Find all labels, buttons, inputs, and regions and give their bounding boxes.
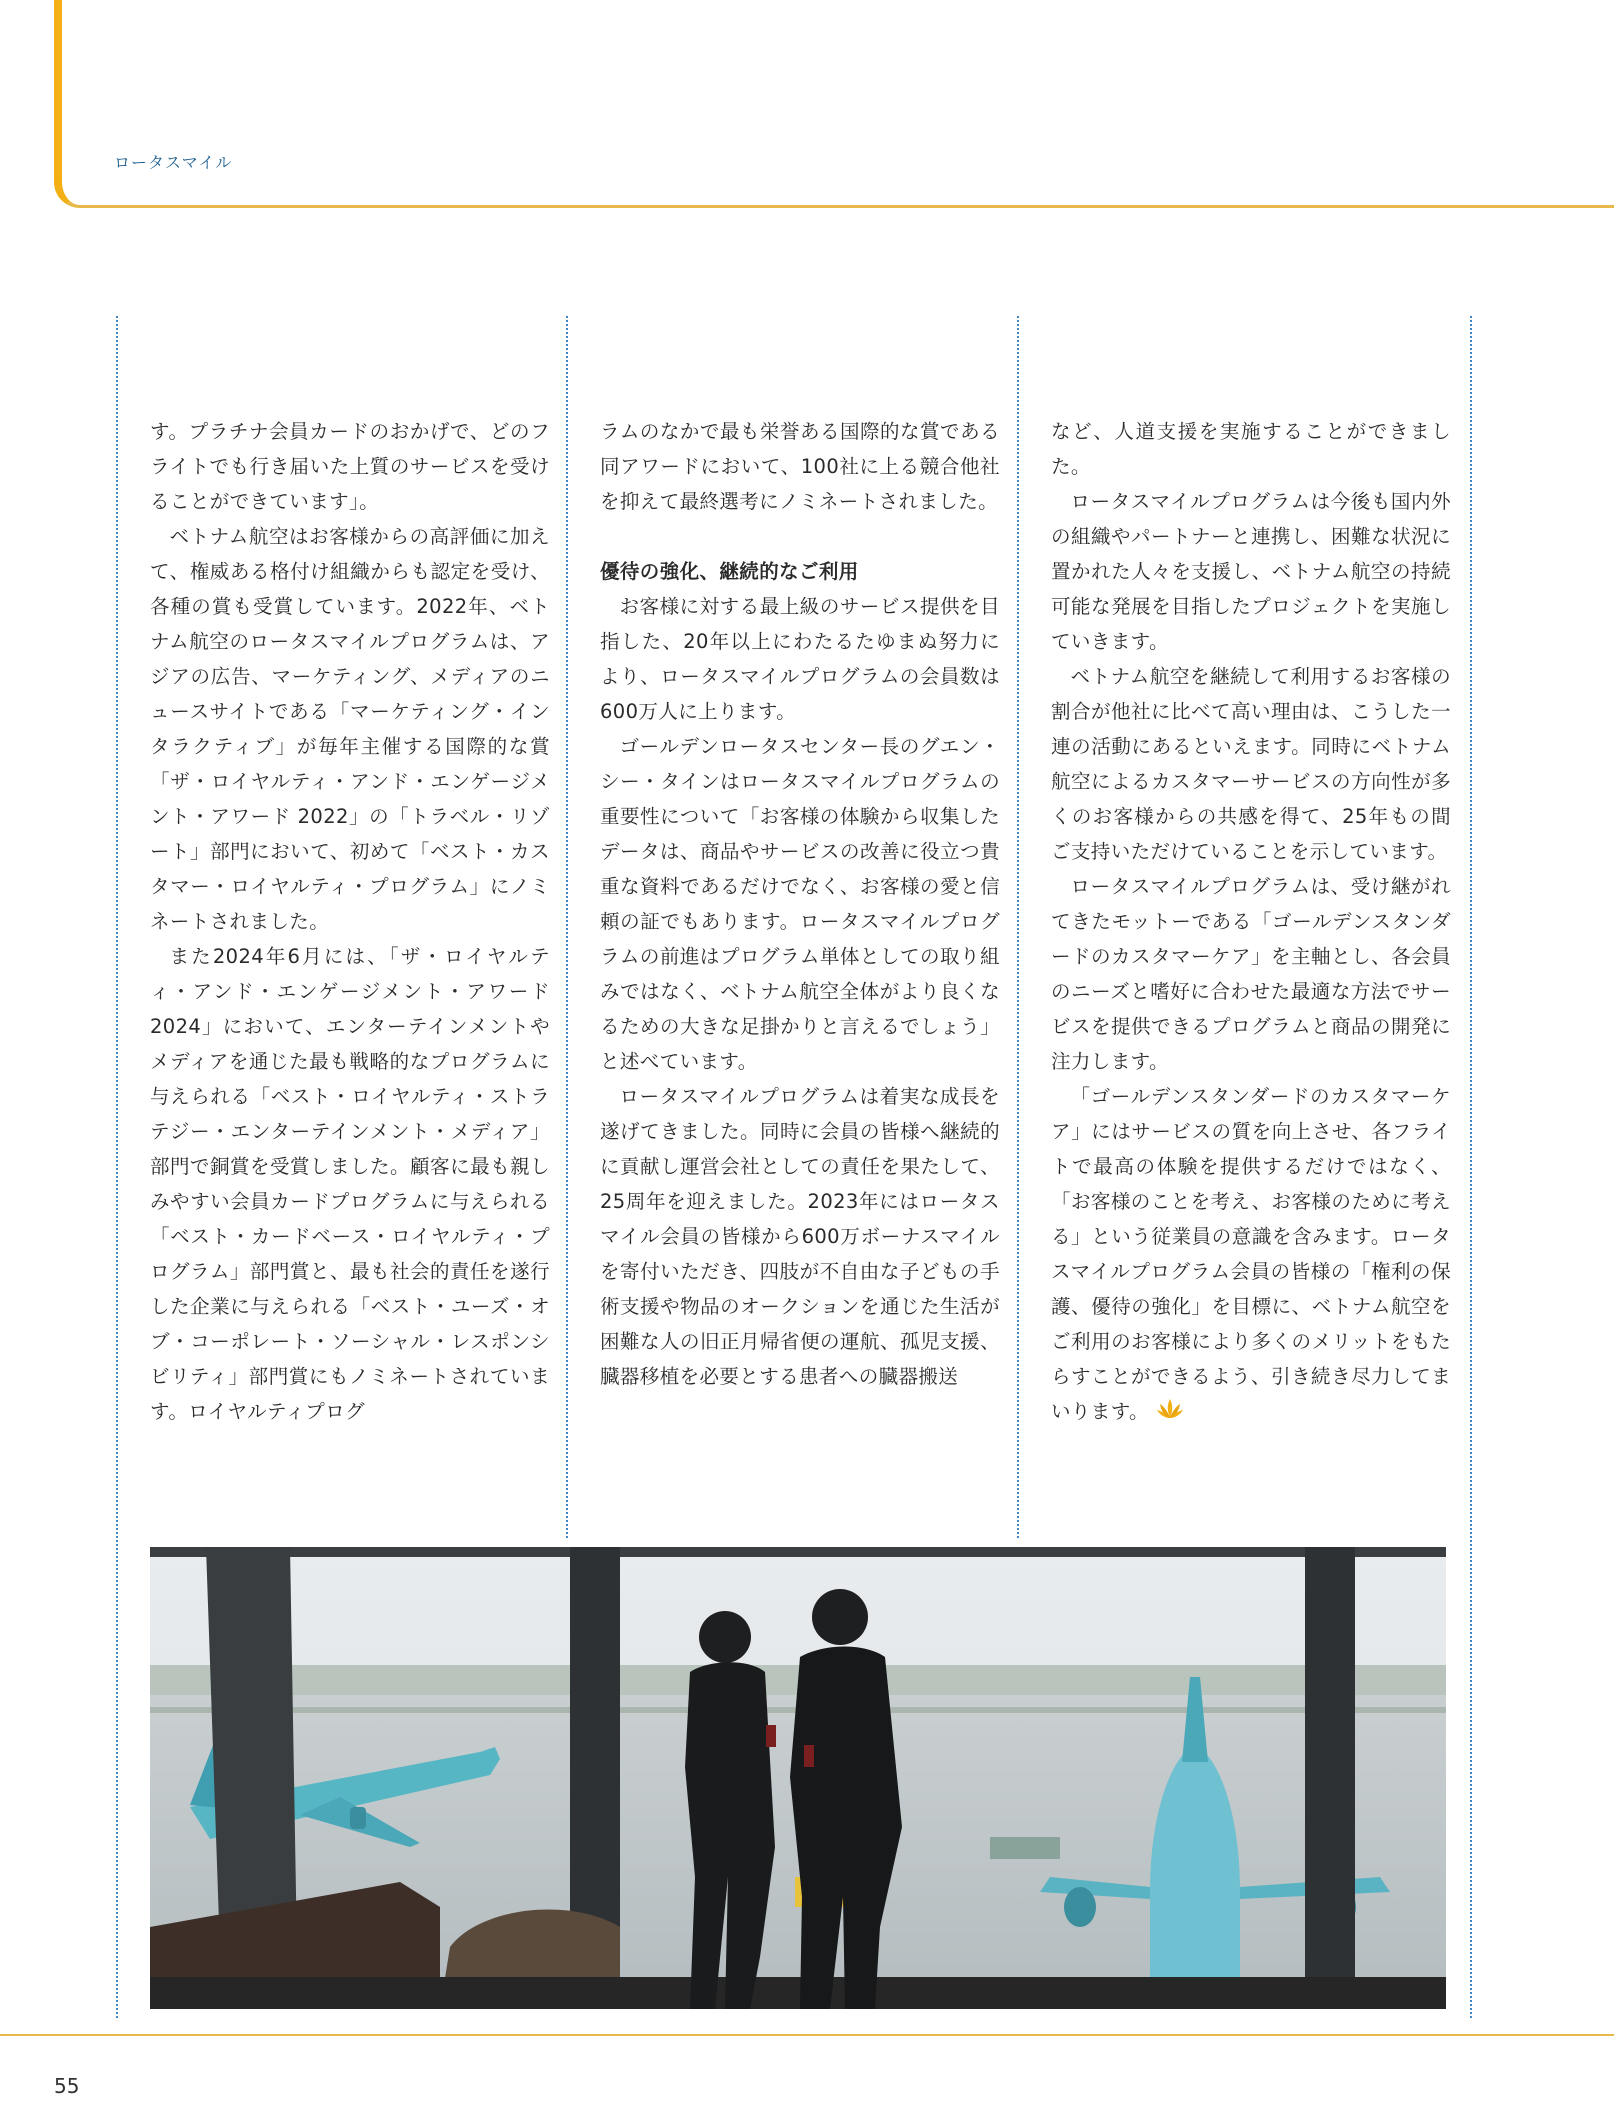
paragraph: ロータスマイルプログラムは着実な成長を遂げてきました。同時に会員の皆様へ継続的に貢献し運営会社としての責任を果たして、25周年を迎えました。2023年にはロータスマイル会員の皆様から600万ボーナスマイルを寄付いただき、四肢が不自由な子どもの手術支援や物品のオークションを通じた生活が困難な人の旧正月帰省便の運航、孤児支援、臓器移植を必要とする患者への臓器搬送 [600,1085,1000,1388]
section-label: ロータスマイル [114,153,233,172]
header-frame [54,0,1614,208]
lounge-photo [150,1547,1446,2009]
column-rule-2 [1017,316,1019,1538]
page-number: 55 [54,2074,80,2098]
column-rule-left [116,316,118,2018]
paragraph: ラムのなかで最も栄誉ある国際的な賞である同アワードにおいて、100社に上る競合他社を抑えて最終選考にノミネートされました。 [600,420,1000,513]
column-rule-1 [566,316,568,1538]
paragraph: ベトナム航空はお客様からの高評価に加えて、権威ある格付け組織からも認定を受け、各種の賞も受賞しています。2022年、ベトナム航空のロータスマイルプログラムは、アジアの広告、マーケティング、メディアのニュースサイトである「マーケティング・インタラクティブ」が毎年主催する国際的な賞「ザ・ロイヤルティ・アンド・エンゲージメント・アワード 2022」の「トラベル・リゾート」部門において、初めて「ベスト・カスタマー・ロイヤルティ・プログラム」にノミネートされました。 [150,525,550,933]
paragraph: ゴールデンロータスセンター長のグエン・シー・タインはロータスマイルプログラムの重要性について「お客様の体験から収集したデータは、商品やサービスの改善に役立つ貴重な資料であるだけでなく、お客様の愛と信頼の証でもあります。ロータスマイルプログラムの前進はプログラム単体としての取り組みではなく、ベトナム航空全体がより良くなるための大きな足掛かりと言えるでしょう」と述べています。 [600,735,1000,1073]
text-column-1 [150,414,550,1429]
paragraph: お客様に対する最上級のサービス提供を目指した、20年以上にわたるたゆまぬ努力により、ロータスマイルプログラムの会員数は600万人に上ります。 [600,595,1000,723]
paragraph: ベトナム航空を継続して利用するお客様の割合が他社に比べて高い理由は、こうした一連の活動にあるといえます。同時にベトナム航空によるカスタマーサービスの方向性が多くのお客様からの共感を得て、25年もの間ご支持いただけていることを示しています。 [1051,665,1451,863]
text-column-3 [1051,414,1451,1429]
paragraph: また2024年6月には、「ザ・ロイヤルティ・アンド・エンゲージメント・アワード 2024」において、エンターテインメントやメディアを通じた最も戦略的なプログラムに与えられる「ベスト・ロイヤルティ・ストラテジー・エンターテインメント・メディア」部門で銅賞を受賞しました。顧客に最も親しみやすい会員カードプログラムに与えられる「ベスト・カードベース・ロイヤルティ・プログラム」部門賞と、最も社会的責任を遂行した企業に与えられる「ベスト・ユーズ・オブ・コーポレート・ソーシャル・レスポンシビリティ」部門賞にもノミネートされています。ロイヤルティプログ [150,945,550,1423]
paragraph-final: 「ゴールデンスタンダードのカスタマーケア」にはサービスの質を向上させ、各フライトで最高の体験を提供するだけではなく、「お客様のことを考え、お客様のために考える」という従業員の意識を含みます。ロータスマイルプログラム会員の皆様の「権利の保護、優待の強化」を目標に、ベトナム航空をご利用のお客様により多くのメリットをもたらすことができるよう、引き続き尽力してまいります。 [1051,1085,1451,1423]
section-heading: 優待の強化、継続的なご利用 [600,560,859,583]
text-column-2 [600,414,1000,1394]
lotus-end-mark-icon [1155,1397,1185,1421]
paragraph: など、人道支援を実施することができました。 [1051,420,1451,478]
paragraph: す。プラチナ会員カードのおかげで、どのフライトでも行き届いた上質のサービスを受けることができています」。 [150,420,550,513]
paragraph: ロータスマイルプログラムは、受け継がれてきたモットーである「ゴールデンスタンダードのカスタマーケア」を主軸とし、各会員のニーズと嗜好に合わせた最適な方法でサービスを提供できるプログラムと商品の開発に注力します。 [1051,875,1451,1073]
column-rule-right [1470,316,1472,2018]
footer-rule [0,2034,1614,2036]
paragraph: ロータスマイルプログラムは今後も国内外の組織やパートナーと連携し、困難な状況に置かれた人々を支援し、ベトナム航空の持続可能な発展を目指したプロジェクトを実施していきます。 [1051,490,1451,653]
